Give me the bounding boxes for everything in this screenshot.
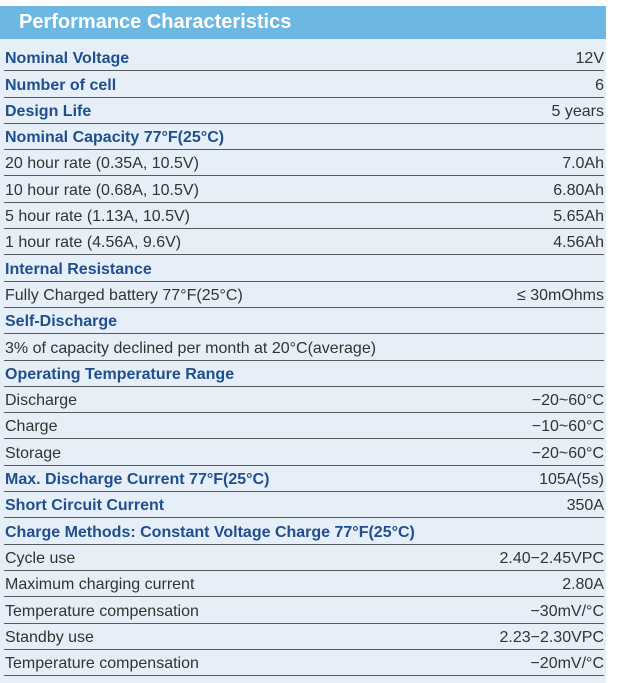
row-label: Maximum charging current <box>5 576 195 594</box>
table-row <box>4 571 604 597</box>
row-value: −20~60°C <box>531 444 604 462</box>
row-label: Short Circuit Current <box>5 497 165 515</box>
section-heading-row <box>4 124 604 150</box>
section-heading: Operating Temperature Range <box>5 365 235 383</box>
table-row <box>4 545 604 571</box>
row-value: 4.56Ah <box>553 234 604 252</box>
table-row <box>4 650 604 676</box>
row-label: Discharge <box>5 392 78 410</box>
row-label: Standby use <box>5 628 94 646</box>
row-value: 2.40−2.45VPC <box>499 549 604 567</box>
row-label: Max. Discharge Current 77°F(25°C) <box>5 471 270 489</box>
section-heading-row <box>4 518 604 544</box>
row-value: 2.23−2.30VPC <box>499 628 604 646</box>
row-label: Cycle use <box>5 549 76 567</box>
table-row <box>4 334 604 360</box>
table-row <box>4 229 604 255</box>
table-row <box>4 98 604 124</box>
table-row <box>4 71 604 97</box>
table-row <box>4 150 604 176</box>
section-heading-row <box>4 255 604 281</box>
table-row <box>4 597 604 623</box>
row-label: 5 hour rate (1.13A, 10.5V) <box>5 208 190 226</box>
row-value: −10~60°C <box>531 418 604 436</box>
row-value: ≤ 30mOhms <box>516 286 604 304</box>
row-value: 6 <box>595 76 604 94</box>
performance-panel <box>0 6 606 683</box>
table-row <box>4 203 604 229</box>
row-label: 3% of capacity declined per month at 20°C(average) <box>5 339 377 357</box>
row-label: 10 hour rate (0.68A, 10.5V) <box>5 181 199 199</box>
row-label: 1 hour rate (4.56A, 9.6V) <box>5 234 182 252</box>
row-label: Storage <box>5 444 62 462</box>
table-row <box>4 413 604 439</box>
row-label: Nominal Voltage <box>5 50 130 68</box>
table-row <box>4 624 604 650</box>
section-heading: Charge Methods: Constant Voltage Charge 77°F(25°C) <box>5 523 415 541</box>
table-row <box>4 176 604 202</box>
row-label: Number of cell <box>5 76 117 94</box>
row-label: Temperature compensation <box>5 655 199 673</box>
table-row <box>4 492 604 518</box>
row-value: −20~60°C <box>531 392 604 410</box>
row-value: 12V <box>575 50 604 68</box>
row-label: Fully Charged battery 77°F(25°C) <box>5 286 243 304</box>
row-label: 20 hour rate (0.35A, 10.5V) <box>5 155 199 173</box>
section-heading-row <box>4 361 604 387</box>
table-row <box>4 282 604 308</box>
row-value: 7.0Ah <box>562 155 604 173</box>
row-value: 6.80Ah <box>553 181 604 199</box>
table-row <box>4 387 604 413</box>
row-value: 2.80A <box>562 576 604 594</box>
row-label: Design Life <box>5 102 92 120</box>
section-heading: Nominal Capacity 77°F(25°C) <box>5 129 225 147</box>
row-value: 5 years <box>551 102 604 120</box>
row-value: 105A(5s) <box>539 471 604 489</box>
section-heading: Self-Discharge <box>5 313 118 331</box>
section-heading-row <box>4 308 604 334</box>
table-row <box>4 45 604 71</box>
row-label: Temperature compensation <box>5 602 199 620</box>
spec-table <box>4 45 604 676</box>
row-value: −20mV/°C <box>530 655 604 673</box>
panel-header: Performance Characteristics <box>0 6 606 39</box>
table-row <box>4 439 604 465</box>
section-heading: Internal Resistance <box>5 260 152 278</box>
table-row <box>4 466 604 492</box>
row-value: 5.65Ah <box>553 208 604 226</box>
row-value: −30mV/°C <box>530 602 604 620</box>
row-value: 350A <box>566 497 604 515</box>
row-label: Charge <box>5 418 58 436</box>
